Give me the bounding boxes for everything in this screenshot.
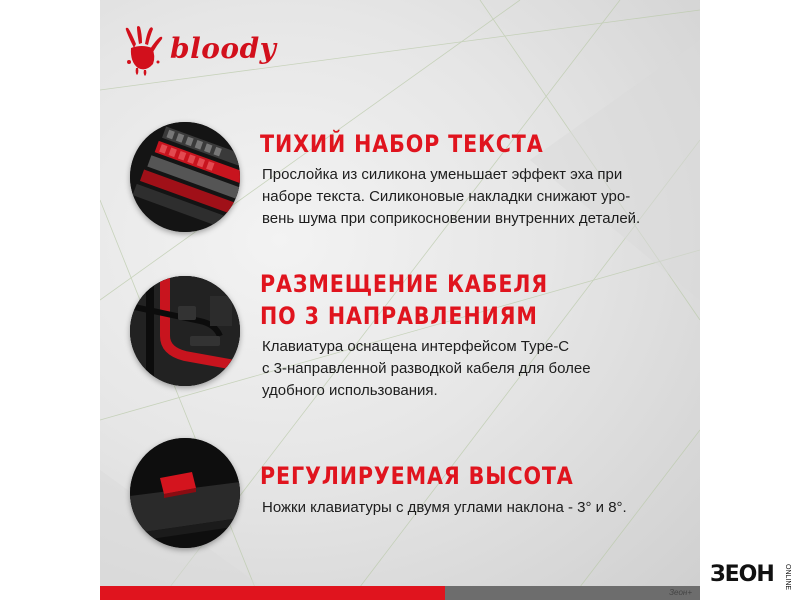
cable-routing-icon [130,276,240,386]
footer-gray-bar [445,586,700,600]
feature-image-adjustable-height [130,438,240,548]
feature-title-adjustable-height: РЕГУЛИРУЕМАЯ ВЫСОТА [260,462,574,490]
feature-image-cable-routing [130,276,240,386]
feature-text-cable-routing: Клавиатура оснащена интерфейсом Type-C с 3-направленной разводкой кабеля для более удобного использования. [262,338,591,399]
product-poster [100,0,700,600]
zeon-watermark-text: ЗЕОН [710,562,774,587]
keyboard-feet-icon [130,438,240,548]
bloody-hand-icon [122,26,166,76]
brand-logo-text: bloody [170,32,277,65]
zeon-watermark-sub: ONLINE [784,564,791,591]
keyboard-layers-icon [130,122,240,232]
feature-title-cable-routing: РАЗМЕЩЕНИЕ КАБЕЛЯ ПО 3 НАПРАВЛЕНИЯМ [260,270,549,330]
brand-logo [122,26,277,76]
footer-red-bar [100,586,445,600]
feature-text-silent-typing: Прослойка из силикона уменьшает эффект эха при наборе текста. Силиконовые накладки снижают уро- вень шума при соприкосновении внутренних деталей. [262,166,641,227]
zeon-watermark [710,562,800,592]
feature-text-adjustable-height: Ножки клавиатуры с двумя углами наклона - 3° и 8°. [262,499,627,516]
feature-title-silent-typing: ТИХИЙ НАБОР ТЕКСТА [260,130,544,158]
feature-image-silent-typing [130,122,240,232]
footer-tag: Зеон+ [669,588,692,597]
